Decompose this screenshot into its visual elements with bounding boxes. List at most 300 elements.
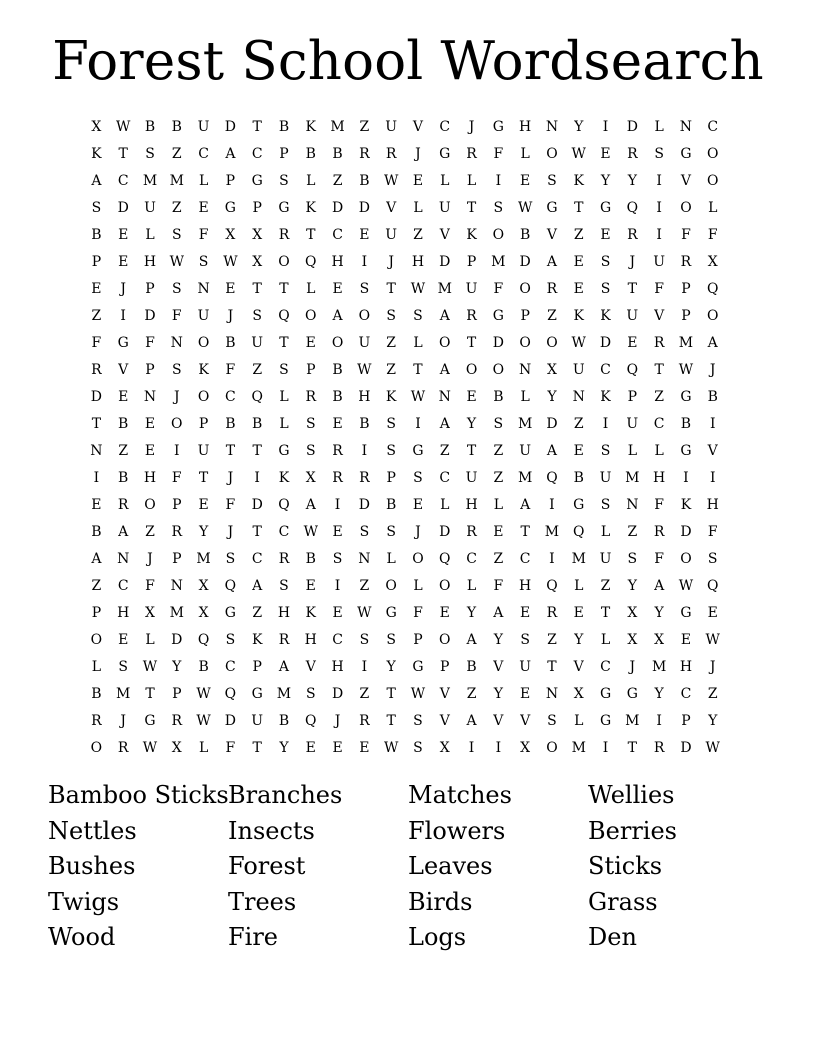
grid-letter: N: [519, 362, 532, 378]
grid-letter: W: [357, 362, 372, 378]
grid-letter: D: [90, 389, 103, 405]
grid-letter: N: [170, 335, 183, 351]
grid-letter: R: [117, 740, 129, 756]
grid-letter: L: [145, 227, 155, 243]
grid-row: [83, 141, 733, 168]
grid-letter: F: [654, 551, 664, 567]
grid-letter: S: [252, 308, 262, 324]
grid-letter: Z: [252, 362, 263, 378]
grid-letter: D: [680, 524, 692, 540]
grid-letter: W: [678, 362, 694, 378]
grid-letter: O: [305, 308, 317, 324]
grid-letter: B: [252, 416, 263, 432]
grid-letter: S: [600, 497, 611, 513]
grid-letter: L: [306, 281, 316, 297]
grid-row: [83, 276, 733, 303]
grid-letter: R: [332, 443, 343, 459]
grid-letter: R: [91, 362, 102, 378]
grid-letter: Y: [279, 740, 289, 756]
grid-letter: K: [278, 470, 290, 486]
grid-letter: W: [303, 524, 318, 540]
grid-letter: A: [546, 254, 557, 270]
grid-letter: W: [196, 686, 211, 702]
grid-letter: O: [519, 281, 531, 297]
grid-letter: W: [196, 713, 211, 729]
grid-letter: F: [707, 524, 718, 540]
grid-letter: W: [517, 200, 533, 216]
grid-letter: W: [142, 659, 158, 675]
grid-letter: R: [466, 524, 477, 540]
grid-letter: A: [118, 524, 129, 540]
word-bank-item: Matches: [408, 781, 512, 809]
grid-letter: O: [144, 497, 156, 513]
grid-letter: Y: [600, 173, 611, 189]
word-bank-item: Birds: [408, 887, 473, 916]
grid-letter: Q: [305, 713, 317, 729]
word-bank-item: Twigs: [48, 887, 120, 916]
grid-row: [83, 600, 733, 627]
grid-letter: L: [466, 578, 477, 594]
grid-letter: Z: [466, 686, 477, 702]
grid-letter: S: [627, 551, 638, 567]
grid-row: [83, 708, 733, 735]
grid-letter: S: [305, 686, 316, 702]
grid-letter: E: [680, 632, 692, 648]
grid-letter: X: [627, 605, 638, 621]
grid-letter: H: [143, 254, 157, 270]
grid-letter: C: [332, 632, 343, 648]
grid-letter: G: [573, 497, 585, 513]
grid-letter: S: [359, 524, 370, 540]
grid-letter: L: [279, 389, 289, 405]
word-bank-item: Insects: [228, 816, 315, 845]
grid-letter: Y: [198, 524, 209, 540]
grid-letter: J: [120, 713, 126, 729]
grid-letter: J: [468, 119, 475, 135]
grid-letter: T: [225, 443, 236, 459]
grid-letter: Y: [627, 173, 637, 189]
grid-letter: F: [171, 308, 182, 324]
grid-letter: Q: [224, 686, 237, 702]
grid-letter: U: [251, 335, 264, 351]
grid-letter: M: [276, 686, 292, 702]
grid-row: [83, 735, 733, 762]
grid-letter: C: [707, 119, 719, 135]
grid-letter: X: [252, 254, 263, 270]
grid-letter: G: [680, 605, 692, 621]
grid-letter: W: [169, 254, 184, 270]
grid-letter: Q: [197, 632, 210, 648]
grid-letter: L: [574, 578, 584, 594]
grid-letter: J: [709, 659, 716, 675]
grid-letter: N: [545, 686, 559, 702]
grid-letter: I: [495, 740, 502, 756]
word-bank-item: Wellies: [588, 781, 675, 809]
grid-letter: R: [680, 254, 692, 270]
grid-letter: E: [412, 497, 424, 513]
grid-letter: A: [252, 578, 263, 594]
grid-letter: A: [466, 713, 477, 729]
grid-letter: L: [413, 335, 423, 351]
grid-letter: E: [118, 389, 129, 405]
grid-letter: R: [385, 146, 397, 162]
grid-letter: E: [305, 335, 316, 351]
grid-letter: P: [386, 470, 396, 486]
grid-letter: A: [520, 497, 531, 513]
grid-letter: V: [493, 659, 504, 675]
grid-letter: S: [279, 173, 289, 189]
grid-letter: C: [439, 119, 451, 135]
grid-letter: U: [197, 443, 210, 459]
grid-letter: S: [654, 146, 664, 162]
grid-letter: S: [413, 470, 423, 486]
grid-letter: M: [517, 470, 533, 486]
grid-letter: O: [439, 335, 451, 351]
grid-letter: S: [359, 632, 370, 648]
grid-letter: P: [681, 308, 691, 324]
grid-letter: T: [306, 227, 316, 243]
grid-letter: H: [358, 389, 371, 405]
grid-letter: M: [491, 254, 506, 270]
grid-letter: H: [411, 254, 425, 270]
grid-letter: C: [198, 146, 209, 162]
grid-letter: N: [358, 551, 371, 567]
grid-letter: A: [439, 416, 450, 432]
grid-letter: W: [571, 146, 586, 162]
grid-letter: Q: [439, 551, 451, 567]
grid-letter: T: [466, 200, 477, 216]
grid-letter: G: [224, 200, 236, 216]
grid-letter: P: [172, 686, 182, 702]
grid-letter: Z: [91, 578, 102, 594]
grid-letter: J: [415, 146, 421, 162]
grid-letter: Y: [386, 659, 396, 675]
grid-letter: E: [520, 605, 531, 621]
grid-letter: I: [361, 659, 368, 675]
grid-letter: L: [708, 200, 718, 216]
grid-letter: F: [198, 227, 209, 243]
word-bank-item: Trees: [228, 887, 297, 916]
grid-letter: L: [627, 443, 637, 459]
grid-letter: A: [91, 551, 102, 567]
grid-letter: I: [495, 173, 502, 189]
grid-letter: S: [171, 227, 182, 243]
grid-letter: L: [198, 740, 209, 756]
grid-letter: I: [656, 227, 662, 243]
grid-row: [83, 546, 733, 573]
grid-letter: W: [410, 686, 426, 702]
grid-letter: L: [198, 173, 209, 189]
grid-row: [83, 519, 733, 546]
grid-letter: Z: [91, 308, 102, 324]
grid-letter: R: [627, 227, 638, 243]
grid-letter: R: [171, 524, 183, 540]
grid-letter: G: [224, 605, 236, 621]
grid-letter: O: [331, 335, 344, 351]
page-title: Forest School Wordsearch: [52, 31, 764, 92]
grid-letter: C: [251, 551, 263, 567]
grid-letter: J: [227, 524, 234, 540]
grid-letter: V: [680, 173, 691, 189]
grid-letter: I: [656, 200, 662, 216]
grid-letter: N: [117, 551, 130, 567]
grid-letter: J: [415, 524, 421, 540]
grid-letter: R: [359, 470, 370, 486]
grid-letter: J: [120, 281, 126, 297]
grid-row: [83, 681, 733, 708]
grid-letter: U: [465, 281, 478, 297]
grid-letter: S: [171, 281, 182, 297]
grid-letter: K: [305, 119, 316, 135]
grid-letter: G: [278, 443, 290, 459]
grid-letter: D: [251, 497, 263, 513]
grid-letter: Q: [224, 578, 237, 594]
grid-letter: M: [544, 524, 560, 540]
grid-letter: B: [332, 389, 343, 405]
grid-letter: Z: [547, 632, 557, 648]
grid-letter: P: [466, 254, 477, 270]
grid-letter: E: [359, 227, 370, 243]
grid-letter: Z: [493, 470, 504, 486]
grid-letter: F: [413, 605, 423, 621]
grid-letter: G: [492, 308, 504, 324]
grid-letter: R: [627, 146, 638, 162]
grid-letter: C: [600, 362, 611, 378]
grid-letter: E: [520, 686, 531, 702]
grid-letter: K: [600, 389, 611, 405]
grid-letter: T: [574, 200, 584, 216]
grid-letter: W: [705, 632, 720, 648]
grid-letter: X: [252, 227, 263, 243]
grid-letter: P: [413, 632, 423, 648]
grid-letter: I: [709, 416, 716, 432]
grid-letter: P: [306, 362, 316, 378]
grid-letter: F: [225, 497, 236, 513]
grid-letter: T: [627, 740, 637, 756]
grid-letter: L: [413, 200, 423, 216]
grid-letter: I: [361, 254, 368, 270]
grid-letter: S: [145, 146, 155, 162]
grid-letter: H: [304, 632, 317, 648]
word-bank-item: Leaves: [408, 852, 493, 881]
grid-letter: E: [520, 173, 531, 189]
grid-letter: Z: [439, 443, 450, 459]
grid-letter: V: [546, 227, 557, 243]
grid-letter: E: [439, 605, 450, 621]
grid-letter: G: [599, 200, 612, 216]
grid-letter: Y: [574, 632, 584, 648]
grid-letter: U: [653, 254, 666, 270]
grid-letter: R: [359, 146, 370, 162]
grid-letter: M: [651, 659, 667, 675]
grid-letter: I: [656, 173, 662, 189]
grid-letter: K: [385, 389, 397, 405]
grid-letter: V: [493, 713, 504, 729]
grid-letter: S: [547, 713, 557, 729]
grid-letter: E: [573, 443, 584, 459]
grid-letter: T: [252, 740, 262, 756]
grid-letter: E: [627, 335, 638, 351]
grid-letter: Z: [359, 578, 370, 594]
grid-letter: X: [546, 362, 557, 378]
grid-letter: G: [385, 605, 397, 621]
grid-letter: Z: [171, 146, 182, 162]
grid-letter: E: [600, 146, 611, 162]
grid-letter: Y: [172, 659, 182, 675]
grid-letter: L: [654, 443, 664, 459]
grid-letter: R: [117, 497, 129, 513]
grid-letter: H: [117, 605, 130, 621]
grid-row: [83, 465, 733, 492]
grid-letter: T: [252, 281, 262, 297]
grid-letter: U: [385, 227, 398, 243]
grid-letter: Z: [413, 227, 423, 243]
grid-letter: B: [680, 416, 692, 432]
word-bank-item: Bamboo Sticks: [48, 781, 229, 809]
grid-letter: R: [278, 551, 290, 567]
grid-letter: J: [227, 308, 234, 324]
grid-letter: K: [466, 227, 477, 243]
grid-letter: E: [198, 497, 209, 513]
grid-letter: P: [252, 659, 262, 675]
grid-letter: L: [520, 389, 530, 405]
grid-letter: M: [517, 416, 533, 432]
grid-letter: I: [334, 497, 341, 513]
grid-letter: S: [547, 173, 557, 189]
grid-letter: T: [145, 686, 155, 702]
grid-letter: N: [626, 497, 639, 513]
grid-letter: R: [332, 470, 343, 486]
grid-letter: C: [439, 470, 451, 486]
grid-letter: B: [707, 389, 718, 405]
grid-letter: S: [305, 416, 316, 432]
grid-letter: P: [279, 146, 289, 162]
grid-letter: I: [120, 308, 126, 324]
grid-letter: Z: [493, 443, 504, 459]
grid-letter: Y: [493, 686, 503, 702]
grid-letter: G: [439, 146, 451, 162]
grid-row: [83, 195, 733, 222]
grid-letter: T: [252, 119, 262, 135]
grid-letter: M: [437, 281, 452, 297]
grid-letter: S: [386, 308, 396, 324]
grid-letter: T: [654, 362, 664, 378]
grid-letter: Z: [252, 605, 263, 621]
grid-letter: W: [223, 254, 238, 270]
grid-row: [83, 249, 733, 276]
grid-letter: U: [599, 551, 612, 567]
word-bank-item: Forest: [228, 852, 306, 881]
grid-letter: T: [252, 524, 262, 540]
grid-letter: S: [279, 578, 289, 594]
grid-letter: A: [305, 497, 316, 513]
grid-letter: K: [573, 308, 584, 324]
grid-letter: S: [386, 632, 396, 648]
grid-letter: N: [572, 389, 585, 405]
grid-letter: F: [493, 578, 504, 594]
grid-letter: W: [410, 389, 426, 405]
grid-letter: W: [410, 281, 426, 297]
grid-letter: S: [413, 713, 423, 729]
grid-letter: W: [142, 740, 158, 756]
grid-letter: O: [546, 335, 558, 351]
grid-letter: C: [117, 173, 129, 189]
grid-letter: Z: [627, 524, 638, 540]
grid-letter: W: [705, 740, 720, 756]
grid-letter: N: [679, 119, 693, 135]
grid-letter: O: [385, 578, 397, 594]
grid-letter: B: [359, 173, 370, 189]
grid-letter: T: [386, 713, 396, 729]
grid-letter: Q: [626, 362, 639, 378]
grid-letter: G: [117, 335, 129, 351]
grid-letter: X: [654, 632, 665, 648]
grid-letter: Z: [118, 443, 129, 459]
grid-row: [83, 627, 733, 654]
grid-letter: O: [278, 254, 290, 270]
grid-letter: Z: [145, 524, 155, 540]
word-bank-column: [588, 778, 768, 956]
grid-letter: D: [439, 524, 451, 540]
grid-letter: I: [602, 416, 609, 432]
grid-letter: Y: [574, 119, 584, 135]
grid-letter: T: [600, 605, 611, 621]
grid-letter: Z: [386, 335, 397, 351]
grid-letter: S: [118, 659, 128, 675]
grid-letter: D: [680, 740, 692, 756]
grid-row: [83, 168, 733, 195]
grid-letter: O: [680, 200, 692, 216]
grid-letter: T: [386, 686, 396, 702]
grid-letter: O: [519, 335, 531, 351]
grid-letter: H: [706, 497, 719, 513]
grid-letter: Z: [386, 362, 397, 378]
grid-letter: G: [412, 443, 424, 459]
grid-letter: G: [144, 713, 156, 729]
grid-letter: B: [91, 524, 102, 540]
grid-letter: B: [91, 686, 102, 702]
grid-letter: K: [251, 632, 263, 648]
grid-letter: A: [707, 335, 718, 351]
grid-letter: J: [388, 254, 394, 270]
grid-letter: V: [386, 200, 397, 216]
grid-letter: R: [91, 713, 102, 729]
grid-letter: C: [680, 686, 692, 702]
grid-letter: E: [332, 740, 343, 756]
grid-letter: U: [144, 200, 156, 216]
grid-letter: B: [198, 659, 209, 675]
grid-letter: L: [386, 551, 396, 567]
grid-letter: S: [198, 254, 209, 270]
grid-letter: U: [519, 659, 532, 675]
grid-letter: U: [358, 335, 371, 351]
grid-letter: D: [331, 686, 344, 702]
grid-row: [83, 384, 733, 411]
grid-letter: L: [466, 173, 477, 189]
grid-letter: D: [117, 200, 129, 216]
grid-letter: B: [305, 551, 316, 567]
grid-letter: D: [492, 335, 504, 351]
grid-letter: V: [305, 659, 316, 675]
grid-letter: E: [118, 227, 129, 243]
grid-letter: L: [520, 146, 530, 162]
grid-letter: W: [571, 335, 586, 351]
grid-letter: C: [332, 227, 343, 243]
grid-row: [83, 438, 733, 465]
grid-letter: Z: [332, 173, 343, 189]
grid-letter: T: [520, 524, 530, 540]
grid-letter: P: [627, 389, 638, 405]
